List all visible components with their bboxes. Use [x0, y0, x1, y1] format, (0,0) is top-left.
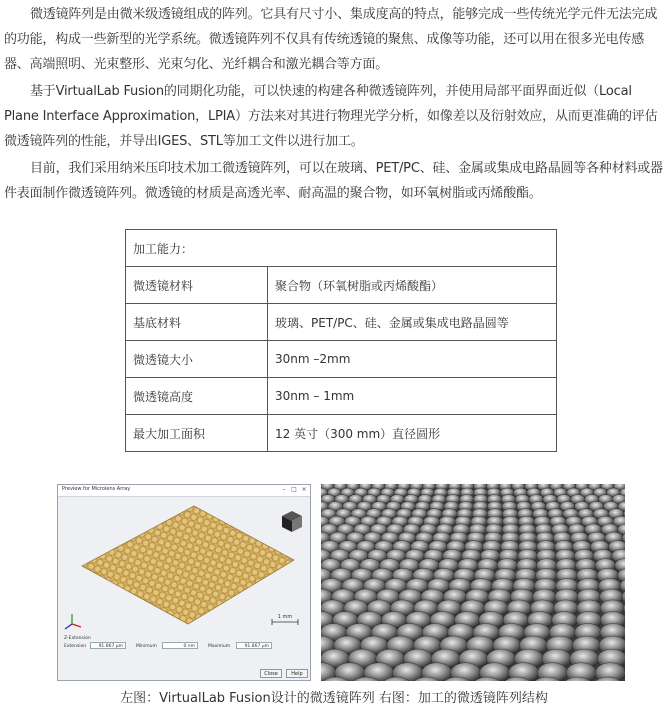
- scale-label: 1 mm: [277, 614, 293, 620]
- maximum-field[interactable]: 91.867 µm: [236, 642, 272, 649]
- table-header: 加工能力：: [126, 230, 557, 267]
- minimum-label: Minimum: [136, 644, 157, 649]
- table-row: [126, 304, 557, 341]
- row-value: 玻璃、PET/PC、硅、金属或集成电路晶圆等: [268, 304, 557, 341]
- fabricated-microlens-sem-image: [321, 484, 625, 681]
- row-key: 最大加工面积: [126, 415, 268, 452]
- extension-field[interactable]: 91.867 µm: [90, 642, 126, 649]
- virtuallab-preview-window: [57, 484, 311, 681]
- capability-table: [125, 229, 557, 452]
- table-row: [126, 341, 557, 378]
- table-row: [126, 415, 557, 452]
- table-row: [126, 267, 557, 304]
- sem-image: [321, 484, 625, 681]
- maximum-label: Maximum: [208, 644, 231, 649]
- row-value: 30nm –2mm: [268, 341, 557, 378]
- row-value: 聚合物（环氧树脂或丙烯酸酯）: [268, 267, 557, 304]
- lens-grid: [321, 484, 625, 681]
- figure-caption: 左图：VirtualLab Fusion设计的微透镜阵列 右图：加工的微透镜阵列结构: [120, 691, 548, 706]
- minimize-icon[interactable]: –: [282, 486, 286, 493]
- help-button[interactable]: Help: [286, 669, 308, 678]
- close-button[interactable]: Close: [260, 669, 282, 678]
- row-key: 微透镜材料: [126, 267, 268, 304]
- window-titlebar: [58, 485, 310, 497]
- intro-paragraph: 微透镜阵列是由微米级透镜组成的阵列。它具有尺寸小、集成度高的特点，能够完成一些传统光学元件无法完成的功能，构成一些新型的光学系统。微透镜阵列不仅具有传统透镜的聚焦、成像等功能，还可以用在很多光电传感器、高端照明、光束整形、光束匀化、光纤耦合和激光耦合等方面。: [4, 7, 658, 72]
- 3d-viewport[interactable]: [62, 498, 306, 634]
- table-row: [126, 378, 557, 415]
- z-extension-header: Z-Extension: [64, 636, 91, 641]
- z-extension-panel: [62, 635, 306, 661]
- virtuallab-paragraph: 基于VirtualLab Fusion的同期化功能，可以快速的构建各种微透镜阵列，并使用局部平面界面近似（Local Plane Interface Approximation，LPIA）方法来对其进行物理光学分析，如像差以及衍射效应，从而更准确的评估微透镜阵列的性能，并导出IGES、STL等加工文件以进行加工。: [4, 84, 658, 149]
- extension-label: Extension: [64, 644, 87, 649]
- close-icon[interactable]: ×: [301, 486, 307, 493]
- row-value: 12 英寸（300 mm）直径圆形: [268, 415, 557, 452]
- row-key: 基底材料: [126, 304, 268, 341]
- row-key: 微透镜大小: [126, 341, 268, 378]
- row-key: 微透镜高度: [126, 378, 268, 415]
- minimum-field[interactable]: 0 nm: [162, 642, 198, 649]
- maximize-icon[interactable]: □: [291, 486, 297, 493]
- table-header-row: [126, 230, 557, 267]
- fabrication-paragraph: 目前，我们采用纳米压印技术加工微透镜阵列，可以在玻璃、PET/PC、硅、金属或集成电路晶圆等各种材料或器件表面制作微透镜阵列。微透镜的材质是高透光率、耐高温的聚合物，如环氧树脂或丙烯酸酯。: [4, 161, 663, 201]
- window-title: Preview for Microlens Array: [62, 486, 131, 492]
- row-value: 30nm – 1mm: [268, 378, 557, 415]
